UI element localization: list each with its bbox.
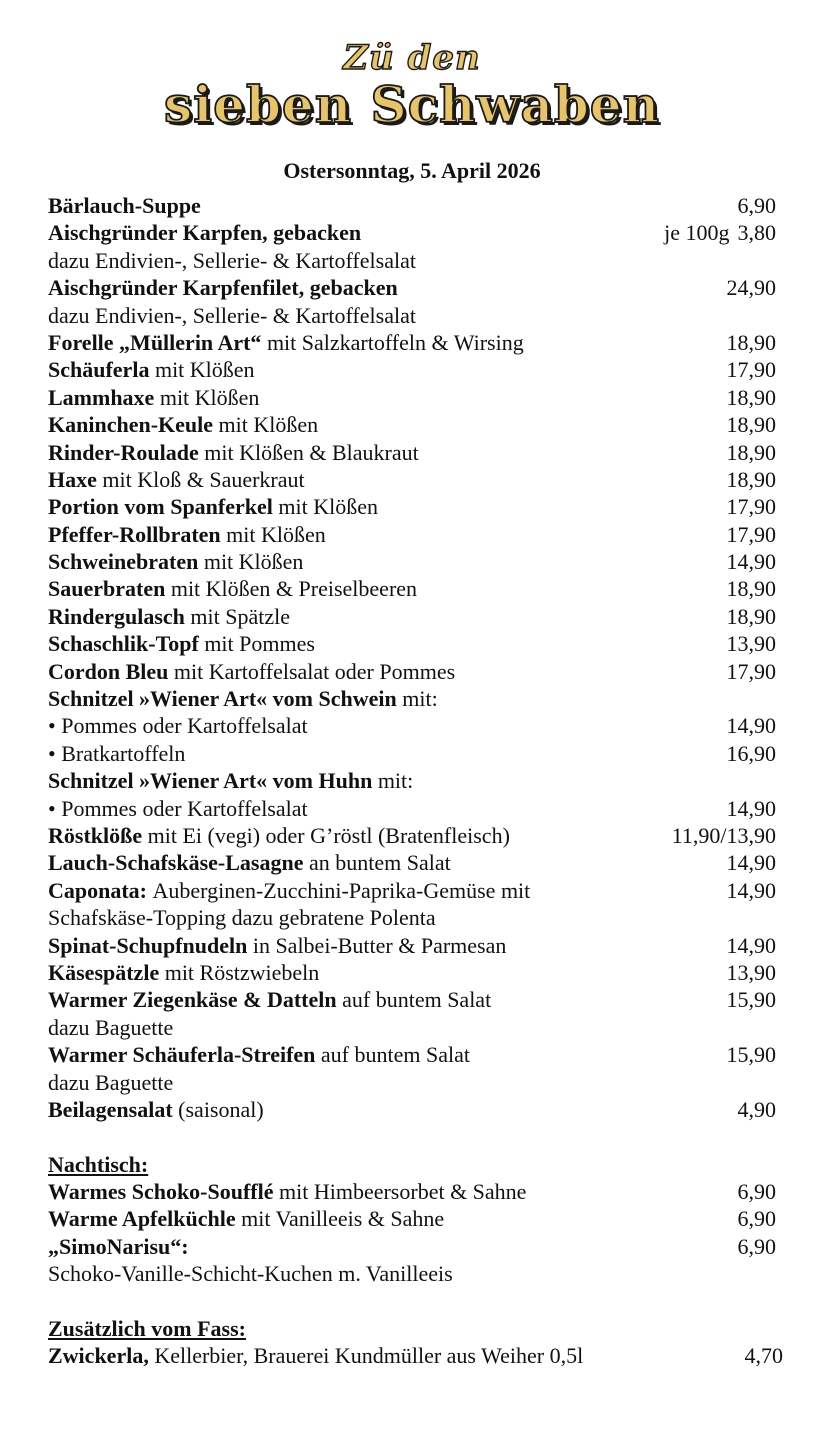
item-detail: mit: [402, 686, 438, 712]
item-detail: (saisonal) [178, 1096, 264, 1122]
schnitzel-chicken-heading [48, 767, 776, 794]
item-name: Schäuferla [48, 357, 150, 383]
menu-item [48, 521, 776, 548]
menu-item [48, 849, 776, 876]
menu-item [48, 959, 776, 986]
bullet-icon: • [48, 740, 62, 766]
menu-item [48, 356, 776, 383]
item-price: 4,90 [737, 1096, 776, 1122]
item-price: 17,90 [726, 494, 776, 520]
item-name: Spinat-Schupfnudeln [48, 932, 248, 958]
logo-line-2: sieben Schwaben [164, 75, 660, 134]
item-detail: mit Pommes [204, 631, 315, 657]
dessert-heading: Nachtisch: [48, 1151, 149, 1177]
item-name: „SimoNarisu“: [48, 1233, 189, 1259]
item-detail: in Salbei-Butter & Parmesan [252, 932, 507, 958]
item-detail: an buntem Salat [308, 850, 451, 876]
item-detail: mit Klößen [226, 521, 326, 547]
dessert-item [48, 1233, 776, 1260]
menu-item [48, 329, 776, 356]
option-label: Pommes oder Kartoffelsalat [61, 795, 308, 821]
item-name: Warme Apfelküchle [48, 1206, 236, 1232]
item-name: Caponata: [48, 877, 148, 903]
item-price: 18,90 [726, 329, 776, 355]
item-detail: mit Vanilleeis & Sahne [241, 1206, 445, 1232]
item-price: 18,90 [726, 439, 776, 465]
menu-option [48, 740, 776, 767]
option-price: 16,90 [726, 740, 776, 766]
item-name: Warmes Schoko-Soufflé [48, 1179, 274, 1205]
menu-item [48, 877, 776, 904]
menu-item [48, 932, 776, 959]
item-price: 6,90 [737, 1179, 776, 1205]
item-name: Warmer Ziegenkäse & Datteln [48, 987, 337, 1013]
item-price: 14,90 [726, 932, 776, 958]
item-description: dazu Baguette [48, 1014, 174, 1040]
item-detail: mit Klößen [278, 494, 378, 520]
item-price: 4,70 [744, 1343, 783, 1369]
item-price: 17,90 [726, 521, 776, 547]
menu-item [48, 192, 776, 219]
item-name: Zwickerla, [48, 1343, 149, 1369]
item-price: 17,90 [726, 357, 776, 383]
item-price: 15,90 [726, 987, 776, 1013]
item-detail: mit Salzkartoffeln & Wirsing [266, 329, 524, 355]
item-price: 6,90 [737, 1206, 776, 1232]
option-price: 14,90 [726, 795, 776, 821]
item-description: dazu Baguette [48, 1069, 174, 1095]
item-description: dazu Endivien-, Sellerie- & Kartoffelsalat [48, 247, 416, 273]
item-name: Lauch-Schafskäse-Lasagne [48, 850, 304, 876]
beer-item [48, 1342, 783, 1369]
item-name: Kaninchen-Keule [48, 412, 214, 438]
menu-item [48, 411, 776, 438]
item-name: Käsespätzle [48, 959, 160, 985]
item-price: 18,90 [726, 603, 776, 629]
item-name: Cordon Bleu [48, 658, 169, 684]
item-name: Sauerbraten [48, 576, 166, 602]
item-detail: mit Ei (vegi) oder G’röstl (Bratenfleisch) [147, 822, 510, 848]
item-name: Schnitzel »Wiener Art« vom Schwein [48, 686, 397, 712]
option-price: 14,90 [726, 713, 776, 739]
item-price: 18,90 [726, 466, 776, 492]
item-price: 3,80 [737, 220, 776, 246]
item-name: Pfeffer-Rollbraten [48, 521, 221, 547]
menu-item [48, 986, 776, 1013]
item-detail: auf buntem Salat [342, 987, 492, 1013]
item-detail: mit Spätzle [190, 603, 291, 629]
item-name: Rinder-Roulade [48, 439, 199, 465]
item-unit: je 100g [664, 220, 730, 246]
item-price: 13,90 [726, 631, 776, 657]
menu-date: Ostersonntag, 5. April 2026 [283, 158, 541, 183]
item-detail: mit Klößen & Blaukraut [204, 439, 419, 465]
item-detail: mit Kloß & Sauerkraut [102, 466, 305, 492]
item-name: Beilagensalat [48, 1096, 173, 1122]
menu-item [48, 630, 776, 657]
item-detail: mit Himbeersorbet & Sahne [279, 1179, 527, 1205]
item-name: Lammhaxe [48, 384, 155, 410]
menu-item [48, 219, 776, 246]
item-name: Bärlauch-Suppe [48, 193, 201, 218]
item-name: Schweinebraten [48, 549, 199, 575]
menu-item [48, 384, 776, 411]
dessert-item [48, 1205, 776, 1232]
option-label: Bratkartoffeln [61, 740, 186, 766]
schnitzel-pork-heading [48, 685, 776, 712]
item-detail: mit Klößen [154, 357, 255, 383]
item-detail: auf buntem Salat [320, 1042, 470, 1068]
item-name: Portion vom Spanferkel [48, 494, 273, 520]
menu-item [48, 439, 776, 466]
menu-item [48, 603, 776, 630]
item-price: 18,90 [726, 384, 776, 410]
menu-item [48, 466, 776, 493]
item-name: Haxe [48, 466, 97, 492]
menu-item [48, 822, 776, 849]
bullet-icon: • [48, 795, 62, 821]
dessert-item [48, 1178, 776, 1205]
item-price: 18,90 [726, 412, 776, 438]
item-description: Schafskäse-Topping dazu gebratene Polenta [48, 905, 436, 931]
item-name: Warmer Schäuferla-Streifen [48, 1042, 316, 1068]
menu-option [48, 712, 776, 739]
item-price: 14,90 [726, 850, 776, 876]
item-detail: mit Klößen [218, 412, 319, 438]
logo-line-1: Zü den [343, 38, 481, 78]
item-price: 24,90 [726, 275, 776, 301]
item-price: 6,90 [737, 193, 776, 218]
item-price: 6,90 [737, 1233, 776, 1259]
menu-item [48, 575, 776, 602]
menu-item [48, 548, 776, 575]
menu-item [48, 1096, 776, 1123]
item-detail: Kellerbier, Brauerei Kundmüller aus Weiher 0,5l [154, 1343, 584, 1369]
item-name: Aischgründer Karpfenfilet, gebacken [48, 275, 398, 301]
item-name: Rindergulasch [48, 603, 185, 629]
item-detail: mit Klößen & Preiselbeeren [170, 576, 418, 602]
menu-list [48, 192, 783, 1370]
spacer [48, 1123, 776, 1150]
restaurant-logo [0, 38, 824, 132]
item-name: Schnitzel »Wiener Art« vom Huhn [48, 768, 373, 794]
item-price: 14,90 [726, 549, 776, 575]
item-name: Röstklöße [48, 822, 143, 848]
item-price: 17,90 [726, 658, 776, 684]
item-description: Schoko-Vanille-Schicht-Kuchen m. Vanilleeis [48, 1261, 453, 1287]
item-price: 11,90/13,90 [671, 822, 776, 848]
menu-item [48, 658, 776, 685]
item-detail: mit Röstzwiebeln [164, 959, 320, 985]
item-name: Aischgründer Karpfen, gebacken [48, 220, 362, 246]
menu-option [48, 795, 776, 822]
item-name: Schaschlik-Topf [48, 631, 199, 657]
item-name: Forelle „Müllerin Art“ [48, 329, 262, 355]
menu-item [48, 1041, 776, 1068]
item-detail: mit Klößen [203, 549, 304, 575]
item-detail: mit Klößen [159, 384, 260, 410]
spacer [48, 1288, 776, 1315]
draft-beer-heading: Zusätzlich vom Fass: [48, 1316, 246, 1342]
item-detail: mit Kartoffelsalat oder Pommes [173, 658, 456, 684]
item-description: dazu Endivien-, Sellerie- & Kartoffelsalat [48, 302, 416, 328]
item-detail: mit: [377, 768, 414, 794]
item-price: 13,90 [726, 959, 776, 985]
item-price: 18,90 [726, 576, 776, 602]
bullet-icon: • [48, 713, 62, 739]
menu-item [48, 493, 776, 520]
item-detail: Auberginen-Zucchini-Paprika-Gemüse mit [152, 877, 531, 903]
option-label: Pommes oder Kartoffelsalat [61, 713, 308, 739]
item-price: 14,90 [726, 877, 776, 903]
menu-item [48, 274, 776, 301]
item-price: 15,90 [726, 1042, 776, 1068]
